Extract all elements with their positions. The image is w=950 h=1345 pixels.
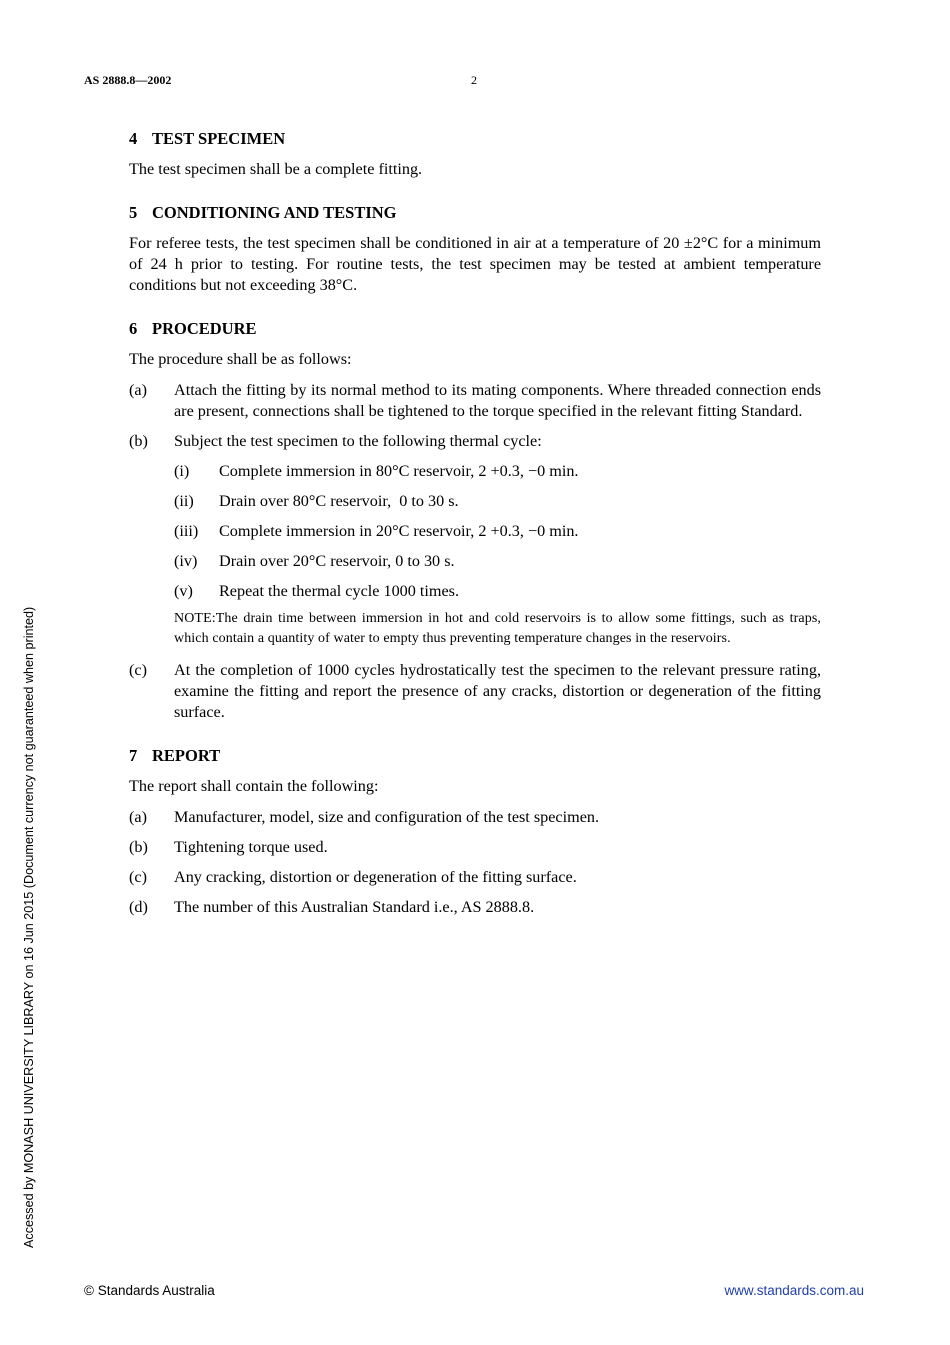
section-6-heading: [129, 318, 821, 339]
sub-list-item: [174, 581, 821, 602]
list-item: [129, 431, 821, 452]
sub-item-label: (iii): [174, 522, 199, 540]
section-title: TEST SPECIMEN: [152, 129, 286, 148]
list-item: [129, 867, 821, 888]
section-7-heading: [129, 745, 821, 766]
document-body: [129, 128, 821, 927]
page-number: 2: [471, 73, 477, 87]
sub-item-text: Complete immersion in 20°C reservoir, 2 +0.3, −0 min.: [219, 522, 579, 540]
item-label: (c): [129, 868, 147, 886]
section-number: 7: [129, 746, 138, 765]
section-7-intro: The report shall contain the following:: [129, 777, 379, 795]
section-5-heading: [129, 202, 821, 223]
item-label: (b): [129, 838, 148, 856]
item-label: (a): [129, 808, 147, 826]
item-text: Subject the test specimen to the following thermal cycle:: [174, 432, 542, 450]
item-label: (a): [129, 381, 147, 399]
sub-item-text: Drain over 80°C reservoir, 0 to 30 s.: [219, 492, 459, 510]
section-4-heading: [129, 128, 821, 149]
item-text: Any cracking, distortion or degeneration of the fitting surface.: [174, 868, 577, 886]
list-item: [129, 837, 821, 858]
sub-list-item: [174, 461, 821, 482]
section-6-intro: The procedure shall be as follows:: [129, 350, 352, 368]
sub-item-text: Repeat the thermal cycle 1000 times.: [219, 582, 460, 600]
item-text: Attach the fitting by its normal method to its mating components. Where threaded connection ends are present, connections shall be tightened to the torque specified in the relevant fitting Standard.: [174, 381, 821, 420]
sub-item-label: (i): [174, 462, 190, 480]
sub-item-label: (iv): [174, 552, 198, 570]
section-4-body: The test specimen shall be a complete fitting.: [129, 160, 423, 178]
item-text: At the completion of 1000 cycles hydrostatically test the specimen to the relevant pressure rating, examine the fitting and report the presence of any cracks, distortion or degeneration of the fitting surface.: [174, 661, 821, 721]
item-text: Manufacturer, model, size and configuration of the test specimen.: [174, 808, 600, 826]
sub-item-label: (ii): [174, 492, 194, 510]
section-number: 5: [129, 203, 138, 222]
list-item: [129, 380, 821, 422]
procedure-note: NOTE:The drain time between immersion in hot and cold reservoirs is to allow some fittings, such as traps, which contain a quantity of water to empty thus preventing temperature changes in the reservoirs.: [174, 611, 821, 646]
document-id: AS 2888.8—2002: [84, 73, 172, 87]
item-text: Tightening torque used.: [174, 838, 328, 856]
item-label: (c): [129, 661, 147, 679]
sub-item-text: Drain over 20°C reservoir, 0 to 30 s.: [219, 552, 455, 570]
section-title: REPORT: [152, 746, 221, 765]
list-item: [129, 660, 821, 723]
thermal-cycle-sublist: [174, 461, 821, 602]
sub-list-item: [174, 521, 821, 542]
copyright-notice: © Standards Australia: [84, 1283, 215, 1298]
website-link[interactable]: www.standards.com.au: [724, 1283, 864, 1298]
page-header: [84, 73, 866, 89]
list-item: [129, 897, 821, 918]
sub-item-text: Complete immersion in 80°C reservoir, 2 +0.3, −0 min.: [219, 462, 579, 480]
sub-list-item: [174, 551, 821, 572]
access-watermark: Accessed by MONASH UNIVERSITY LIBRARY on 16 Jun 2015 (Document currency not guaranteed when printed): [22, 606, 36, 1248]
sub-item-label: (v): [174, 582, 193, 600]
item-label: (b): [129, 432, 148, 450]
sub-list-item: [174, 491, 821, 512]
section-5-body: For referee tests, the test specimen shall be conditioned in air at a temperature of 20 ±2°C for a minimum of 24 h prior to testing. For routine tests, the test specimen may be tested at ambient temperature conditions but not exceeding 38°C.: [129, 234, 821, 294]
item-text: The number of this Australian Standard i.e., AS 2888.8.: [174, 898, 535, 916]
section-title: CONDITIONING AND TESTING: [152, 203, 397, 222]
section-number: 4: [129, 129, 138, 148]
section-title: PROCEDURE: [152, 319, 257, 338]
list-item: [129, 807, 821, 828]
section-number: 6: [129, 319, 138, 338]
item-label: (d): [129, 898, 148, 916]
